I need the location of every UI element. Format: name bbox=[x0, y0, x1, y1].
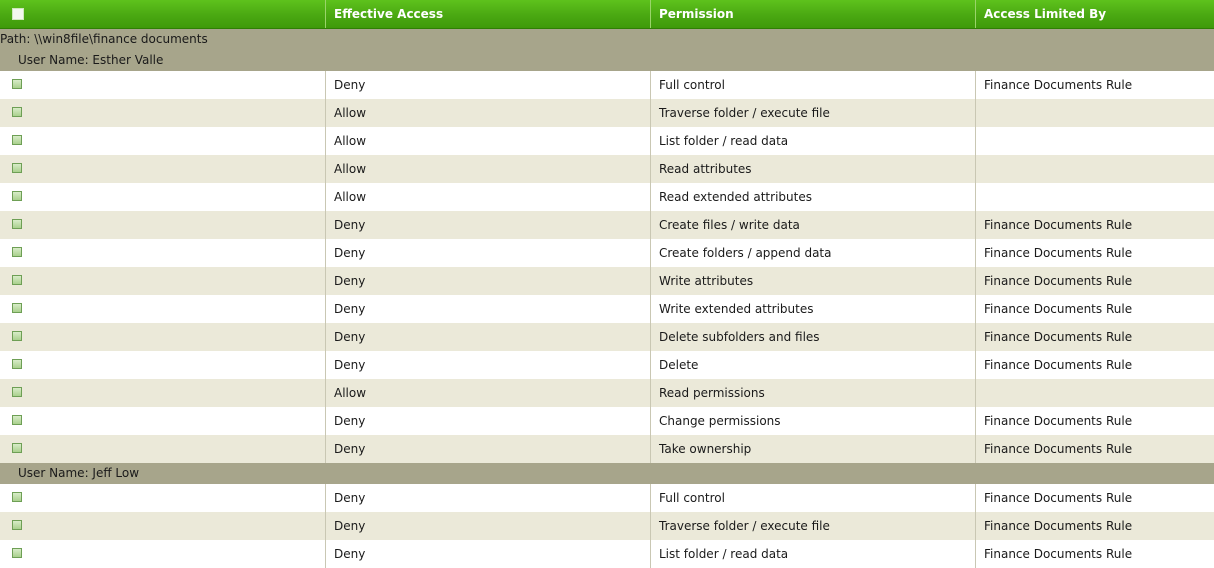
access-limited-by-cell: Finance Documents Rule bbox=[975, 540, 1214, 568]
user-group-row[interactable]: User Name: Jeff Low bbox=[0, 463, 1214, 484]
row-select-cell bbox=[0, 407, 325, 435]
row-checkbox[interactable] bbox=[12, 331, 22, 341]
row-select-cell bbox=[0, 183, 325, 211]
access-limited-by-cell bbox=[975, 99, 1214, 127]
row-checkbox[interactable] bbox=[12, 163, 22, 173]
row-select-cell bbox=[0, 155, 325, 183]
table-row[interactable] bbox=[0, 323, 1214, 351]
effective-access-cell: Allow bbox=[325, 99, 650, 127]
table-row[interactable] bbox=[0, 407, 1214, 435]
permission-cell: Traverse folder / execute file bbox=[650, 99, 975, 127]
effective-access-cell: Deny bbox=[325, 351, 650, 379]
row-checkbox[interactable] bbox=[12, 359, 22, 369]
access-limited-by-cell: Finance Documents Rule bbox=[975, 435, 1214, 463]
effective-access-cell: Deny bbox=[325, 211, 650, 239]
row-select-cell bbox=[0, 540, 325, 568]
permission-cell: Change permissions bbox=[650, 407, 975, 435]
row-select-cell bbox=[0, 351, 325, 379]
access-limited-by-cell bbox=[975, 127, 1214, 155]
access-limited-by-cell: Finance Documents Rule bbox=[975, 512, 1214, 540]
row-select-cell bbox=[0, 127, 325, 155]
table-row[interactable] bbox=[0, 155, 1214, 183]
access-limited-by-cell: Finance Documents Rule bbox=[975, 484, 1214, 512]
effective-access-cell: Allow bbox=[325, 379, 650, 407]
permission-cell: List folder / read data bbox=[650, 540, 975, 568]
permission-cell: Delete bbox=[650, 351, 975, 379]
permission-cell: Write extended attributes bbox=[650, 295, 975, 323]
row-checkbox[interactable] bbox=[12, 219, 22, 229]
effective-access-cell: Deny bbox=[325, 295, 650, 323]
effective-access-cell: Deny bbox=[325, 512, 650, 540]
access-limited-by-cell: Finance Documents Rule bbox=[975, 407, 1214, 435]
row-select-cell bbox=[0, 379, 325, 407]
table-row[interactable] bbox=[0, 351, 1214, 379]
user-groups bbox=[0, 50, 1214, 568]
effective-access-cell: Deny bbox=[325, 435, 650, 463]
permission-cell: Full control bbox=[650, 71, 975, 99]
permission-cell: Write attributes bbox=[650, 267, 975, 295]
row-select-cell bbox=[0, 267, 325, 295]
effective-access-cell: Allow bbox=[325, 127, 650, 155]
grid-header bbox=[0, 0, 1214, 29]
permission-cell: Read extended attributes bbox=[650, 183, 975, 211]
effective-access-cell: Deny bbox=[325, 484, 650, 512]
effective-access-cell: Deny bbox=[325, 540, 650, 568]
row-checkbox[interactable] bbox=[12, 303, 22, 313]
access-limited-by-cell: Finance Documents Rule bbox=[975, 211, 1214, 239]
row-select-cell bbox=[0, 211, 325, 239]
effective-access-cell: Deny bbox=[325, 407, 650, 435]
header-select-column bbox=[0, 0, 325, 28]
table-row[interactable] bbox=[0, 239, 1214, 267]
row-select-cell bbox=[0, 71, 325, 99]
row-checkbox[interactable] bbox=[12, 275, 22, 285]
access-limited-by-cell bbox=[975, 183, 1214, 211]
permission-cell: Full control bbox=[650, 484, 975, 512]
row-select-cell bbox=[0, 435, 325, 463]
effective-access-cell: Allow bbox=[325, 183, 650, 211]
row-select-cell bbox=[0, 484, 325, 512]
permission-cell: List folder / read data bbox=[650, 127, 975, 155]
table-row[interactable] bbox=[0, 512, 1214, 540]
effective-access-cell: Deny bbox=[325, 323, 650, 351]
table-row[interactable] bbox=[0, 267, 1214, 295]
permission-cell: Take ownership bbox=[650, 435, 975, 463]
row-select-cell bbox=[0, 295, 325, 323]
row-checkbox[interactable] bbox=[12, 79, 22, 89]
table-row[interactable] bbox=[0, 379, 1214, 407]
access-limited-by-cell: Finance Documents Rule bbox=[975, 323, 1214, 351]
table-row[interactable] bbox=[0, 484, 1214, 512]
permission-cell: Read permissions bbox=[650, 379, 975, 407]
row-checkbox[interactable] bbox=[12, 107, 22, 117]
header-access-limited-by[interactable]: Access Limited By bbox=[975, 0, 1214, 28]
header-effective-access[interactable]: Effective Access bbox=[325, 0, 650, 28]
permission-cell: Delete subfolders and files bbox=[650, 323, 975, 351]
effective-access-cell: Deny bbox=[325, 267, 650, 295]
row-checkbox[interactable] bbox=[12, 135, 22, 145]
header-permission[interactable]: Permission bbox=[650, 0, 975, 28]
permission-cell: Traverse folder / execute file bbox=[650, 512, 975, 540]
table-row[interactable] bbox=[0, 183, 1214, 211]
access-limited-by-cell: Finance Documents Rule bbox=[975, 71, 1214, 99]
effective-access-cell: Deny bbox=[325, 239, 650, 267]
row-checkbox[interactable] bbox=[12, 548, 22, 558]
table-row[interactable] bbox=[0, 540, 1214, 568]
permission-cell: Create files / write data bbox=[650, 211, 975, 239]
effective-access-cell: Allow bbox=[325, 155, 650, 183]
row-checkbox[interactable] bbox=[12, 415, 22, 425]
row-checkbox[interactable] bbox=[12, 247, 22, 257]
table-row[interactable] bbox=[0, 211, 1214, 239]
row-select-cell bbox=[0, 239, 325, 267]
row-select-cell bbox=[0, 99, 325, 127]
access-limited-by-cell: Finance Documents Rule bbox=[975, 239, 1214, 267]
table-row[interactable] bbox=[0, 295, 1214, 323]
table-row[interactable] bbox=[0, 127, 1214, 155]
row-checkbox[interactable] bbox=[12, 387, 22, 397]
effective-access-cell: Deny bbox=[325, 71, 650, 99]
row-checkbox[interactable] bbox=[12, 520, 22, 530]
access-limited-by-cell bbox=[975, 379, 1214, 407]
user-group-row[interactable]: User Name: Esther Valle bbox=[0, 50, 1214, 71]
row-select-cell bbox=[0, 323, 325, 351]
row-select-cell bbox=[0, 512, 325, 540]
row-checkbox[interactable] bbox=[12, 492, 22, 502]
access-limited-by-cell: Finance Documents Rule bbox=[975, 267, 1214, 295]
access-limited-by-cell: Finance Documents Rule bbox=[975, 295, 1214, 323]
table-row[interactable] bbox=[0, 71, 1214, 99]
row-checkbox[interactable] bbox=[12, 443, 22, 453]
table-row[interactable] bbox=[0, 435, 1214, 463]
table-row[interactable] bbox=[0, 99, 1214, 127]
access-limited-by-cell: Finance Documents Rule bbox=[975, 351, 1214, 379]
access-limited-by-cell bbox=[975, 155, 1214, 183]
permission-cell: Read attributes bbox=[650, 155, 975, 183]
permission-cell: Create folders / append data bbox=[650, 239, 975, 267]
path-group-row[interactable]: Path: \\win8file\finance documents bbox=[0, 29, 1214, 50]
select-all-checkbox[interactable] bbox=[12, 8, 24, 20]
row-checkbox[interactable] bbox=[12, 191, 22, 201]
